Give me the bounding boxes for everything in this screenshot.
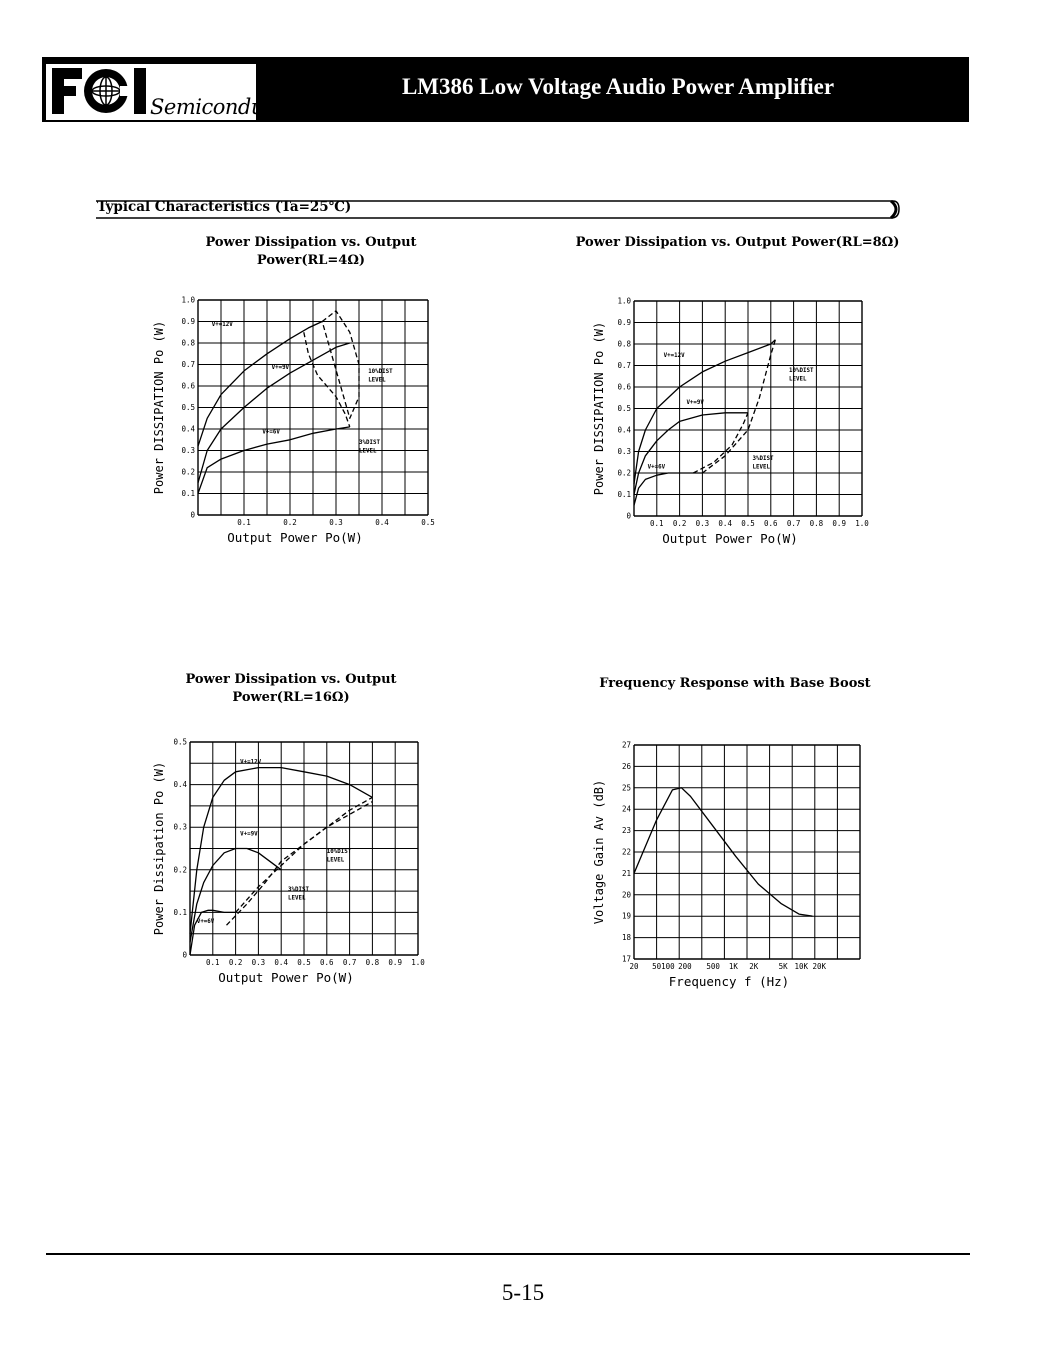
y-tick-label: 0.5 bbox=[173, 737, 187, 747]
chart-annotation: V+=9V bbox=[271, 364, 290, 371]
chart-2-title bbox=[540, 234, 935, 252]
y-tick-label: 0.4 bbox=[181, 424, 195, 434]
y-tick-label: 19 bbox=[621, 911, 631, 921]
chart-4-title bbox=[560, 675, 910, 693]
chart-3-title-text: Power Dissipation vs. Output Power(RL=16Ω) bbox=[185, 672, 397, 705]
chart-2-title-text: Power Dissipation vs. Output Power(RL=8Ω) bbox=[575, 235, 900, 250]
x-axis-label: Output Power Po(W) bbox=[218, 970, 354, 985]
y-axis-label: Power Dissipation Po (W) bbox=[152, 761, 166, 936]
chart-annotation: V+=6V bbox=[262, 429, 280, 436]
chart-4-frequency-response bbox=[590, 735, 880, 997]
chart-annotation: V+=12V bbox=[663, 352, 685, 359]
chart-annotation: LEVEL bbox=[789, 376, 807, 383]
x-tick-label: 0.5 bbox=[297, 958, 311, 967]
y-tick-label: 0.7 bbox=[617, 361, 631, 370]
y-tick-label: 23 bbox=[621, 826, 631, 836]
chart-annotation: LEVEL bbox=[288, 895, 306, 902]
x-tick-label: 0.3 bbox=[251, 958, 266, 967]
y-axis-label: Power DISSIPATION Po (W) bbox=[152, 320, 166, 495]
chart-annotation: LEVEL bbox=[326, 857, 345, 864]
x-tick-label: 0.7 bbox=[786, 519, 801, 528]
chart-annotation: V+=6V bbox=[196, 919, 215, 926]
y-tick-label: 0.4 bbox=[173, 780, 187, 790]
y-tick-label: 0.8 bbox=[617, 339, 631, 349]
chart-3-power-dissipation-16ohm bbox=[150, 730, 440, 992]
y-tick-label: 1.0 bbox=[617, 296, 631, 306]
x-tick-label: 0.1 bbox=[206, 958, 220, 967]
y-tick-label: 24 bbox=[621, 804, 631, 814]
x-tick-label: 1.0 bbox=[855, 519, 869, 528]
series-line bbox=[634, 473, 702, 505]
x-tick-label: 0.2 bbox=[672, 519, 687, 528]
x-tick-label: 0.9 bbox=[832, 519, 846, 528]
y-tick-label: 1.0 bbox=[181, 295, 195, 305]
x-tick-label: 10K bbox=[794, 962, 809, 971]
x-tick-label: 1K bbox=[728, 962, 738, 971]
y-tick-label: 0.1 bbox=[173, 907, 187, 917]
y-tick-label: 0.2 bbox=[617, 468, 631, 478]
y-tick-label: 0.1 bbox=[181, 489, 195, 498]
x-tick-label: 0.6 bbox=[764, 519, 778, 528]
chart-annotation: 10%DIST bbox=[368, 369, 393, 376]
chart-3-title bbox=[146, 671, 436, 707]
y-tick-label: 0.7 bbox=[181, 360, 195, 369]
x-tick-label: 20 bbox=[629, 962, 639, 971]
chart-annotation: 10%DIST bbox=[789, 367, 814, 374]
x-tick-label: 2K bbox=[749, 962, 759, 971]
y-tick-label: 0 bbox=[190, 510, 195, 520]
x-tick-label: 100 bbox=[661, 962, 675, 971]
x-tick-label: 0.2 bbox=[283, 518, 297, 527]
y-tick-label: 0.4 bbox=[617, 425, 631, 435]
x-tick-label: 200 bbox=[678, 962, 692, 971]
y-tick-label: 0.3 bbox=[173, 822, 187, 832]
x-tick-label: 500 bbox=[706, 962, 720, 971]
chart-annotation: 3%DIST bbox=[752, 456, 774, 463]
y-tick-label: 0.2 bbox=[181, 467, 195, 477]
chart-annotation: V+=12V bbox=[240, 759, 262, 766]
series-line bbox=[304, 332, 350, 427]
y-axis-label: Voltage Gain Av (dB) bbox=[592, 779, 606, 925]
y-tick-label: 0.3 bbox=[617, 447, 631, 456]
company-logo bbox=[44, 62, 305, 122]
y-tick-label: 21 bbox=[621, 868, 631, 878]
y-axis-label: Power DISSIPATION Po (W) bbox=[592, 321, 606, 496]
chart-1-power-dissipation-4ohm bbox=[150, 290, 440, 550]
x-tick-label: 0.6 bbox=[320, 958, 334, 967]
footer-rule bbox=[46, 1253, 970, 1255]
x-tick-label: 0.1 bbox=[650, 519, 664, 528]
chart-annotation: LEVEL bbox=[368, 377, 386, 384]
chart-annotation: V+=6V bbox=[647, 464, 666, 471]
y-tick-label: 25 bbox=[621, 783, 631, 793]
x-tick-label: 0.2 bbox=[228, 958, 243, 967]
series-line bbox=[702, 340, 775, 473]
x-tick-label: 0.4 bbox=[718, 519, 732, 528]
x-tick-label: 0.4 bbox=[274, 958, 288, 967]
y-tick-label: 17 bbox=[621, 954, 631, 964]
series-line bbox=[198, 322, 322, 447]
x-tick-label: 5K bbox=[778, 962, 788, 971]
x-tick-label: 0.5 bbox=[741, 519, 755, 528]
chart-2-power-dissipation-8ohm bbox=[590, 290, 880, 550]
x-tick-label: 50 bbox=[652, 962, 662, 971]
y-tick-label: 22 bbox=[621, 847, 631, 857]
x-axis-label: Output Power Po(W) bbox=[662, 531, 798, 546]
chart-annotation: V+=9V bbox=[240, 831, 258, 838]
y-tick-label: 27 bbox=[621, 740, 631, 750]
x-tick-label: 0.3 bbox=[695, 519, 710, 528]
y-tick-label: 0.8 bbox=[181, 338, 195, 348]
chart-annotation: V+=9V bbox=[686, 400, 704, 407]
y-tick-label: 0.9 bbox=[181, 317, 195, 326]
section-title: Typical Characteristics (Ta=25℃) bbox=[97, 199, 352, 215]
series-line bbox=[634, 413, 748, 495]
x-tick-label: 0.8 bbox=[365, 958, 380, 967]
series-line bbox=[693, 413, 748, 473]
y-tick-label: 0.3 bbox=[181, 446, 195, 455]
chart-annotation: LEVEL bbox=[359, 448, 377, 455]
x-tick-label: 0.8 bbox=[809, 519, 824, 528]
x-tick-label: 0.7 bbox=[342, 958, 357, 967]
logo-text bbox=[46, 64, 47, 65]
y-tick-label: 26 bbox=[621, 761, 631, 771]
x-tick-label: 0.5 bbox=[421, 518, 435, 527]
page-number: 5-15 bbox=[501, 1280, 545, 1305]
x-axis-label: Frequency f (Hz) bbox=[668, 974, 790, 989]
x-tick-label: 20K bbox=[812, 962, 827, 971]
x-tick-label: 1.0 bbox=[411, 958, 425, 967]
y-tick-label: 0.5 bbox=[181, 403, 195, 412]
y-tick-label: 0.1 bbox=[617, 490, 631, 499]
y-tick-label: 0 bbox=[182, 950, 187, 960]
x-axis-label: Output Power Po(W) bbox=[227, 530, 363, 545]
chart-1-title-text: Power Dissipation vs. Output Power(RL=4Ω) bbox=[205, 235, 417, 268]
y-tick-label: 18 bbox=[621, 933, 631, 943]
x-tick-label: 0.1 bbox=[237, 518, 251, 527]
y-tick-label: 0.6 bbox=[617, 382, 631, 392]
y-tick-label: 0.2 bbox=[173, 865, 187, 875]
x-tick-label: 0.3 bbox=[329, 518, 343, 527]
chart-annotation: 10%DIST bbox=[326, 848, 352, 855]
document-title: LM386 Low Voltage Audio Power Amplifier bbox=[401, 74, 835, 99]
chart-annotation: LEVEL bbox=[752, 464, 771, 471]
x-tick-label: 0.9 bbox=[388, 958, 402, 967]
y-tick-label: 0.6 bbox=[181, 381, 195, 391]
chart-annotation: 3%DIST bbox=[359, 440, 380, 447]
y-tick-label: 20 bbox=[621, 890, 631, 900]
x-tick-label: 0.4 bbox=[375, 518, 389, 527]
chart-1-title bbox=[166, 234, 456, 270]
logo-subtitle: Semiconductor bbox=[150, 95, 305, 119]
y-tick-label: 0.9 bbox=[617, 318, 631, 327]
chart-annotation: 3%DIST bbox=[288, 887, 309, 894]
y-tick-label: 0.5 bbox=[617, 404, 631, 413]
series-line bbox=[227, 802, 373, 926]
y-tick-label: 0 bbox=[626, 511, 631, 521]
chart-4-title-text: Frequency Response with Base Boost bbox=[599, 676, 871, 691]
chart-annotation: V+=12V bbox=[211, 321, 233, 328]
